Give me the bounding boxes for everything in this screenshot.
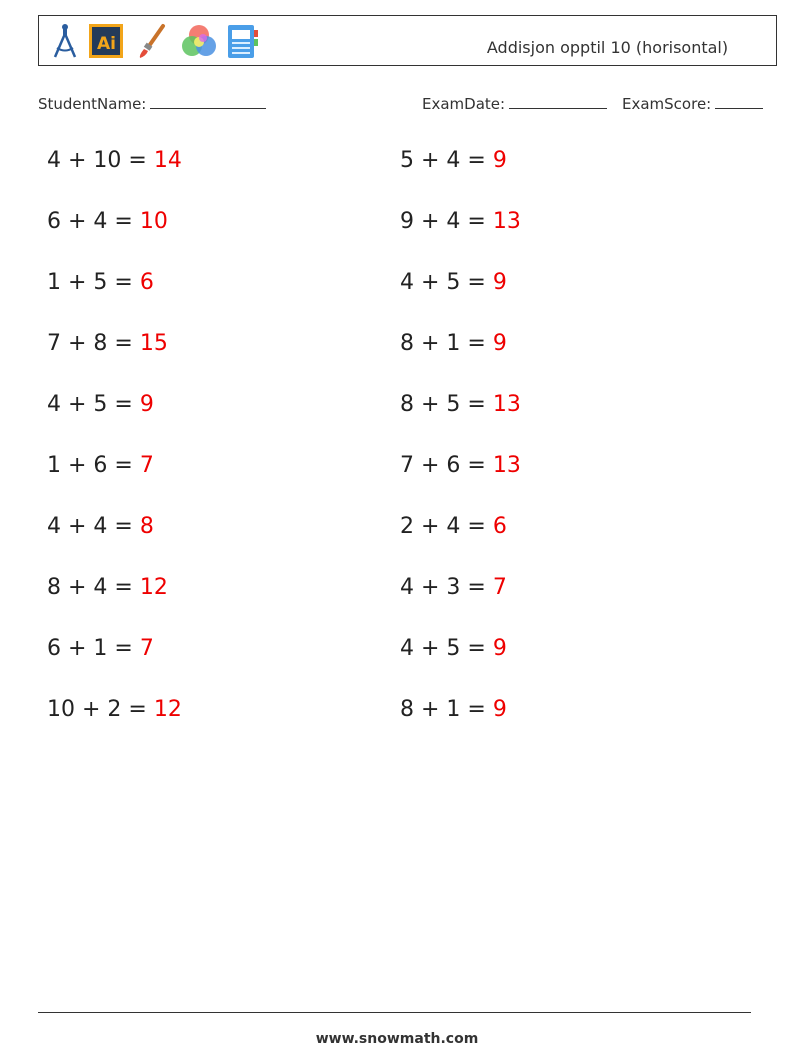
problem-question: 4 + 3 = [400,575,493,600]
problem-left-4 [47,331,168,356]
problem-question: 7 + 8 = [47,331,140,356]
problem-answer: 13 [492,453,521,478]
notebook-icon [225,22,261,60]
exam-score-label: ExamScore: [622,95,712,113]
problem-answer: 9 [139,392,154,417]
exam-score-field[interactable] [622,94,763,113]
problem-right-9 [400,636,507,661]
problem-question: 2 + 4 = [400,514,493,539]
problem-answer: 7 [492,575,507,600]
problem-question: 4 + 10 = [47,148,154,173]
problem-answer: 15 [139,331,168,356]
footer-site: www.snowmath.com [315,1031,479,1047]
problem-answer: 6 [139,270,154,295]
color-circles-icon [177,22,221,60]
problem-answer: 9 [492,331,507,356]
exam-score-blank[interactable] [715,94,763,109]
problem-answer: 9 [492,148,507,173]
problem-right-3 [400,270,507,295]
problem-left-8 [47,575,168,600]
problem-question: 4 + 5 = [400,270,493,295]
problem-question: 8 + 4 = [47,575,140,600]
problem-left-10 [47,697,182,722]
worksheet-header [38,15,777,66]
problem-question: 1 + 5 = [47,270,140,295]
footer-divider [38,1012,751,1013]
problem-question: 8 + 5 = [400,392,493,417]
problem-left-1 [47,148,182,173]
problem-answer: 6 [492,514,507,539]
problem-question: 7 + 6 = [400,453,493,478]
problem-right-2 [400,209,521,234]
problem-left-6 [47,453,154,478]
problem-right-10 [400,697,507,722]
problem-left-9 [47,636,154,661]
problem-question: 9 + 4 = [400,209,493,234]
problem-answer: 10 [139,209,168,234]
problem-answer: 14 [153,148,182,173]
problem-right-4 [400,331,507,356]
problem-right-5 [400,392,521,417]
problem-question: 8 + 1 = [400,331,493,356]
problem-question: 10 + 2 = [47,697,154,722]
paintbrush-icon [135,22,171,60]
student-name-blank[interactable] [150,94,266,109]
problem-question: 5 + 4 = [400,148,493,173]
problem-answer: 9 [492,697,507,722]
problem-right-7 [400,514,507,539]
problem-answer: 9 [492,270,507,295]
problem-question: 4 + 5 = [47,392,140,417]
svg-text:Ai: Ai [97,34,116,54]
problem-question: 6 + 4 = [47,209,140,234]
problem-answer: 8 [139,514,154,539]
worksheet-title: Addisjon opptil 10 (horisontal) [486,38,729,57]
problem-question: 4 + 5 = [400,636,493,661]
exam-date-blank[interactable] [509,94,607,109]
student-name-field[interactable] [38,94,266,113]
exam-date-label: ExamDate: [422,95,506,113]
problem-answer: 12 [139,575,168,600]
problem-question: 8 + 1 = [400,697,493,722]
problem-question: 6 + 1 = [47,636,140,661]
problem-answer: 13 [492,209,521,234]
problem-right-8 [400,575,507,600]
problem-left-3 [47,270,154,295]
exam-date-field[interactable] [422,94,607,113]
problem-answer: 9 [492,636,507,661]
worksheet-fields [0,94,794,114]
problem-question: 4 + 4 = [47,514,140,539]
student-name-label: StudentName: [38,95,147,113]
problem-right-6 [400,453,521,478]
problem-answer: 7 [139,636,154,661]
adobe-illustrator-icon [88,22,124,60]
problem-answer: 7 [139,453,154,478]
problem-question: 1 + 6 = [47,453,140,478]
compass-icon [47,22,83,60]
problem-right-1 [400,148,507,173]
problem-left-2 [47,209,168,234]
problem-answer: 12 [153,697,182,722]
problem-answer: 13 [492,392,521,417]
problem-left-5 [47,392,154,417]
problem-left-7 [47,514,154,539]
